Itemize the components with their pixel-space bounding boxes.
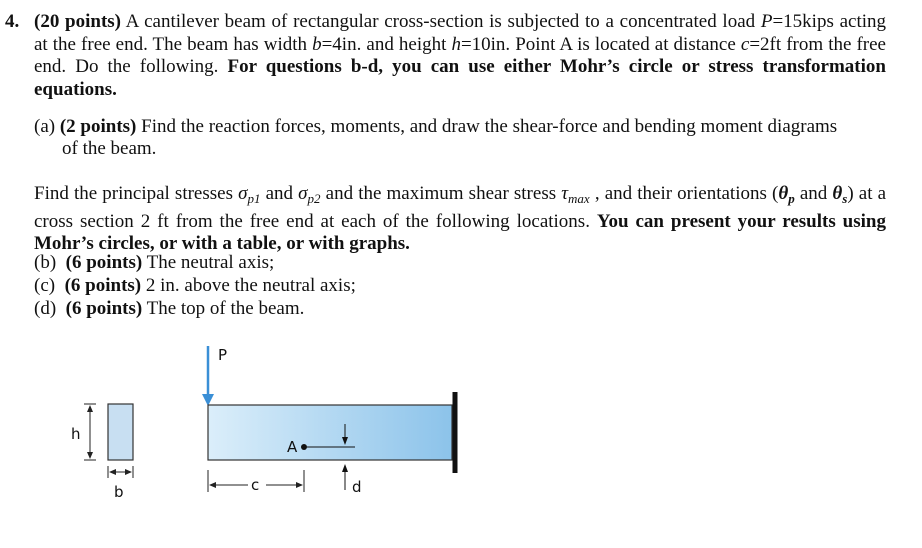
var-b: b — [312, 33, 322, 55]
part-d-label: (d) — [34, 298, 57, 319]
part-c-text: 2 in. above the neutral axis; — [141, 275, 356, 296]
val-h: =10in. Point A is located at distance — [460, 33, 741, 55]
theta-symbol-2: θ — [832, 183, 843, 204]
h-label: h — [71, 425, 81, 443]
find-line-2: at a cross section 2 ft from the free end at each of the following locations. — [34, 183, 887, 232]
val-P: =15kips — [772, 11, 834, 32]
d-label: d — [352, 478, 362, 496]
find-paragraph — [34, 183, 886, 256]
find-text-6: ) — [847, 183, 854, 204]
find-text-5: and — [794, 183, 833, 204]
b-arrow-right — [125, 469, 132, 475]
find-text-3: and the maximum shear stress — [320, 183, 562, 204]
part-a-label: (a) — [34, 116, 56, 137]
sub-p1: p1 — [247, 191, 261, 206]
intro-text-2: acting at the free end. The beam has width — [34, 11, 887, 55]
sub-p: p — [788, 191, 795, 206]
var-P: P — [760, 11, 773, 32]
point-a-label: A — [287, 438, 298, 456]
point-a-dot — [301, 444, 307, 450]
beam — [208, 405, 452, 460]
part-d-text: The top of the beam. — [142, 298, 305, 319]
c-arrow-right — [296, 482, 303, 488]
load-arrow-head — [202, 394, 214, 406]
sub-p2: p2 — [307, 191, 321, 206]
find-bold: You can present your results using Mohr’s circles, or with a table, or with graphs. — [34, 210, 886, 254]
part-c — [34, 275, 356, 297]
sub-max: max — [568, 191, 590, 206]
cross-section — [108, 404, 133, 460]
part-d-points: (6 points) — [65, 298, 143, 319]
part-b — [34, 252, 274, 274]
part-a — [34, 116, 837, 138]
sigma-symbol-1: σ — [238, 183, 248, 204]
part-a-points: (2 points) — [59, 116, 137, 137]
part-d — [34, 298, 304, 320]
c-label: c — [251, 476, 260, 494]
h-arrow-down — [87, 452, 93, 459]
val-c: =2ft — [749, 33, 782, 55]
d-arrow-bottom-head — [342, 464, 348, 472]
load-label: P — [218, 346, 228, 364]
problem-number: 4. — [5, 11, 20, 32]
bold-instruction: For questions b-d, you can use either Mohr’s circle or stress transformation equations. — [34, 56, 886, 100]
find-text-2: and — [260, 183, 299, 204]
beam-figure — [0, 330, 922, 540]
part-b-points: (6 points) — [65, 252, 143, 273]
part-b-text: The neutral axis; — [142, 252, 275, 273]
problem-statement — [34, 11, 886, 101]
part-a-text: Find the reaction forces, moments, and draw the shear-force and bending moment diagrams — [136, 116, 838, 137]
part-b-label: (b) — [34, 252, 57, 273]
sub-s: s — [842, 191, 848, 206]
b-arrow-left — [109, 469, 116, 475]
part-a-line2: of the beam. — [62, 138, 157, 159]
h-arrow-up — [87, 405, 93, 412]
find-text-1: Find the principal stresses — [34, 183, 239, 204]
sigma-symbol-2: σ — [298, 183, 308, 204]
c-arrow-left — [209, 482, 216, 488]
var-h: h — [451, 33, 461, 55]
find-text-4: , and their orientations ( — [589, 183, 779, 204]
part-c-points: (6 points) — [64, 275, 142, 296]
var-c: c — [740, 33, 750, 55]
part-c-label: (c) — [34, 275, 56, 296]
b-label: b — [114, 483, 124, 501]
tau-symbol: τ — [561, 183, 569, 204]
intro-text: A cantilever beam of rectangular cross-section is subjected to a concentrated load — [121, 11, 761, 32]
theta-symbol-1: θ — [778, 183, 789, 204]
points-head: (20 points) — [34, 11, 122, 32]
intro-text-3: from the free end. Do the following. — [34, 33, 886, 77]
val-b: =4in. and height — [321, 33, 452, 55]
